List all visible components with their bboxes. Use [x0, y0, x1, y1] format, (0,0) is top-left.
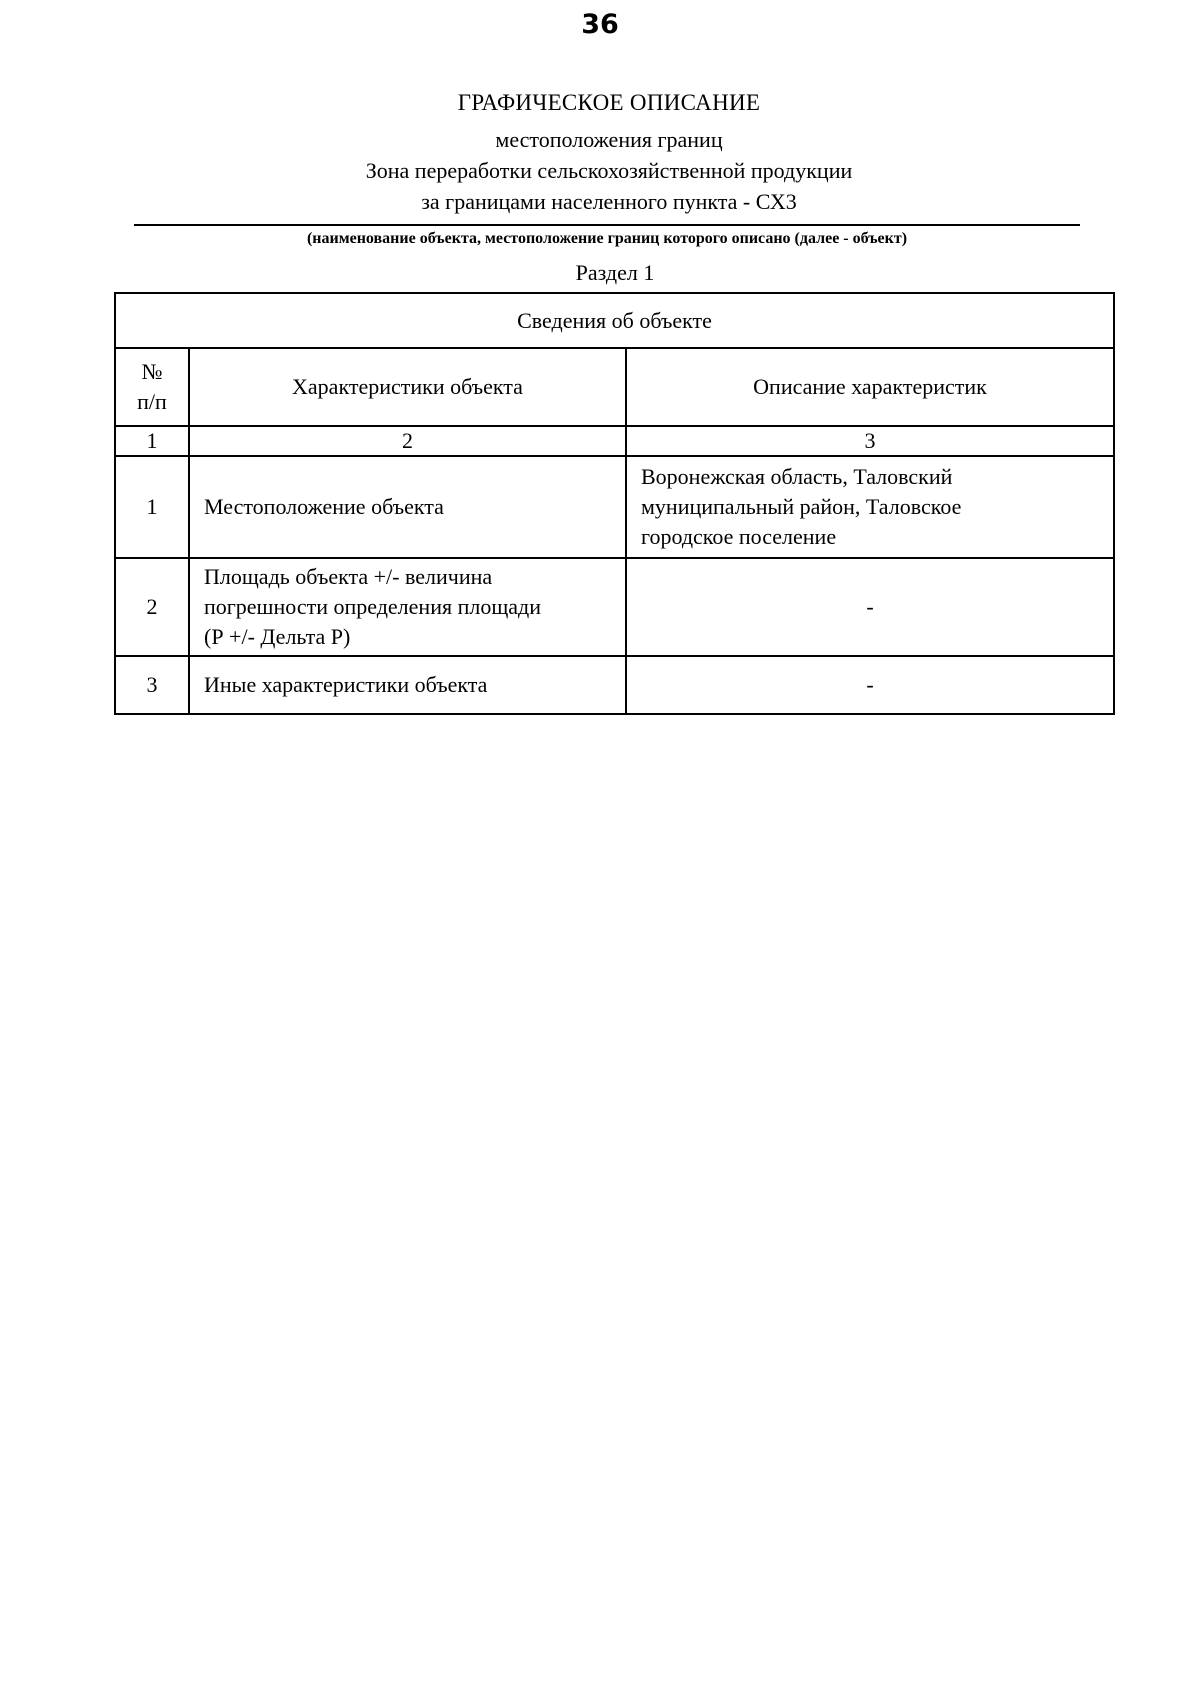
- header-number-line-1: №: [141, 359, 163, 384]
- row-description-line: городское поселение: [641, 524, 837, 549]
- row-characteristic: [189, 656, 626, 714]
- column-index-1: 1: [115, 426, 189, 456]
- header-characteristics: Характеристики объекта: [189, 348, 626, 426]
- row-description-line: муниципальный район, Таловское: [641, 494, 962, 519]
- row-description: -: [626, 656, 1114, 714]
- column-index-2: 2: [189, 426, 626, 456]
- row-characteristic: [189, 456, 626, 558]
- column-index-row: [115, 426, 1114, 456]
- row-characteristic: [189, 558, 626, 656]
- row-description: [626, 456, 1114, 558]
- subtitle-line-1: местоположения границ: [495, 127, 723, 152]
- row-characteristic-line: (Р +/- Дельта Р): [204, 624, 351, 649]
- row-characteristic-line: Иные характеристики объекта: [204, 672, 488, 697]
- row-description: -: [626, 558, 1114, 656]
- table-caption-row: [115, 293, 1114, 348]
- subtitle-line-3: за границами населенного пункта - СХ3: [421, 189, 797, 214]
- column-index-3: 3: [626, 426, 1114, 456]
- object-name-underline: [134, 224, 1080, 226]
- table-header-row: [115, 348, 1114, 426]
- object-info-table: [114, 292, 1115, 715]
- document-header: [134, 88, 1080, 250]
- table-row: [115, 558, 1114, 656]
- row-description-line: Воронежская область, Таловский: [641, 464, 953, 489]
- row-number: 1: [115, 456, 189, 558]
- subtitle-line-2: Зона переработки сельскохозяйственной продукции: [365, 158, 853, 183]
- header-description: Описание характеристик: [626, 348, 1114, 426]
- header-number: [115, 348, 189, 426]
- table-row: [115, 456, 1114, 558]
- object-name-caption: (наименование объекта, местоположение границ которого описано (далее - объект): [306, 230, 908, 247]
- row-number: 3: [115, 656, 189, 714]
- row-characteristic-line: погрешности определения площади: [204, 594, 542, 619]
- header-number-line-2: п/п: [137, 389, 167, 414]
- section-label: Раздел 1: [575, 260, 655, 285]
- document-title: ГРАФИЧЕСКОЕ ОПИСАНИЕ: [457, 90, 761, 115]
- row-characteristic-line: Площадь объекта +/- величина: [204, 564, 493, 589]
- table-caption: Сведения об объекте: [115, 293, 1114, 348]
- table-row: [115, 656, 1114, 714]
- row-characteristic-line: Местоположение объекта: [204, 494, 444, 519]
- page-number: 36: [581, 9, 619, 40]
- row-number: 2: [115, 558, 189, 656]
